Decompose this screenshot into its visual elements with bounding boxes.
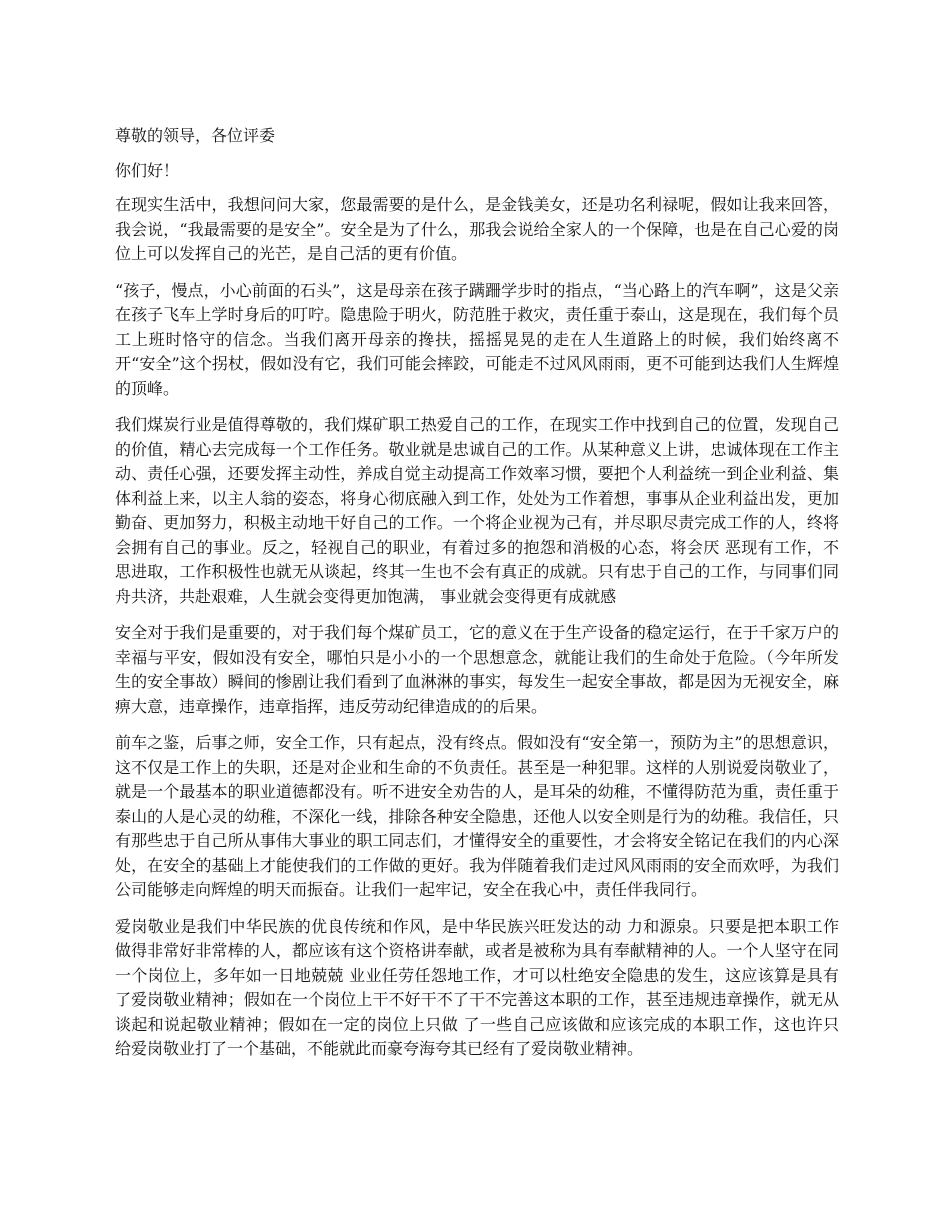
paragraph-1: 在现实生活中，我想问问大家，您最需要的是什么，是金钱美女，还是功名利禄呢，假如让我来回答，我会说，“我最需要的是安全”。安全是为了什么，那我会说给全家人的一个保障，也是在自己心爱的岗位上可以发挥自己的光芒，是自己活的更有价值。 [115,195,839,263]
greeting: 你们好！ [115,161,180,180]
paragraph-2: “孩子，慢点，小心前面的石头”，这是母亲在孩子蹒跚学步时的指点，“当心路上的汽车啊”，这是父亲在孩子飞车上学时身后的叮咛。隐患险于明火，防范胜于救灾，责任重于泰山，这是现在，我们每个员工上班时恪守的信念。当我们离开母亲的搀扶，摇摇晃晃的走在人生道路上的时候，我们始终离不开“安全”这个拐杖，假如没有它，我们可能会摔跤，可能走不过风风雨雨，更不可能到达我们人生辉煌的顶峰。 [115,280,839,398]
paragraph-3: 我们煤炭行业是值得尊敬的，我们煤矿职工热爱自己的工作，在现实工作中找到自己的位置，发现自己的价值，精心去完成每一个工作任务。敬业就是忠诚自己的工作。从某种意义上讲，忠诚体现在工作主动、责任心强，还要发挥主动性，养成自觉主动提高工作效率习惯，要把个人利益统一到企业利益、集体利益上来，以主人翁的姿态，将身心彻底融入到工作，处处为工作着想，事事从企业利益出发，更加勤奋、更加努力，积极主动地干好自己的工作。一个将企业视为己有，并尽职尽责完成工作的人，终将会拥有自己的事业。反之，轻视自己的职业，有着过多的抱怨和消极的心态，将会厌 恶现有工作，不思进取，工作积极性也就无从谈起，终其一生也不会有真正的成就。只有忠于自己的工作，与同事们同舟共济，共赴艰难，人生就会变得更加饱满， 事业就会变得更有成就感 [115,415,839,606]
paragraph-4: 安全对于我们是重要的，对于我们每个煤矿员工，它的意义在于生产设备的稳定运行，在于千家万户的幸福与平安，假如没有安全，哪怕只是小小的一个思想意念，就能让我们的生命处于危险。（今年所发生的安全事故）瞬间的惨剧让我们看到了血淋淋的事实，每发生一起安全事故，都是因为无视安全，麻痹大意，违章操作，违章指挥，违反劳动纪律造成的的后果。 [115,623,839,716]
paragraph-5: 前车之鉴，后事之师，安全工作，只有起点，没有终点。假如没有“安全第一，预防为主”的思想意识，这不仅是工作上的失职，还是对企业和生命的不负责任。甚至是一种犯罪。这样的人别说爱岗敬业了，就是一个最基本的职业道德都没有。听不进安全劝告的人，是耳朵的幼稚，不懂得防范为重，责任重于泰山的人是心灵的幼稚，不深化一线，排除各种安全隐患，还他人以安全则是行为的幼稚。我信任，只有那些忠于自己所从事伟大事业的职工同志们，才懂得安全的重要性，才会将安全铭记在我们的内心深处，在安全的基础上才能使我们的工作做的更好。我为伴随着我们走过风风雨雨的安全而欢呼，为我们公司能够走向辉煌的明天而振奋。让我们一起牢记，安全在我心中，责任伴我同行。 [115,733,839,899]
paragraph-6: 爱岗敬业是我们中华民族的优良传统和作风，是中华民族兴旺发达的动 力和源泉。只要是把本职工作做得非常好非常棒的人，都应该有这个资格讲奉献，或者是被称为具有奉献精神的人。一个人坚守在同一个岗位上，多年如一日地兢兢 业业任劳任怨地工作，才可以杜绝安全隐患的发生，这应该算是具有了爱岗敬业精神；假如在一个岗位上干不好干不了干不完善这本职的工作，甚至违规违章操作，就无从谈起和说起敬业精神；假如在一定的岗位上只做 了一些自己应该做和应该完成的本职工作，这也许只给爱岗敬业打了一个基础，不能就此而豪夸海夸其已经有了爱岗敬业精神。 [115,916,839,1058]
salutation: 尊敬的领导，各位评委 [115,126,276,145]
document-body [115,123,839,1074]
